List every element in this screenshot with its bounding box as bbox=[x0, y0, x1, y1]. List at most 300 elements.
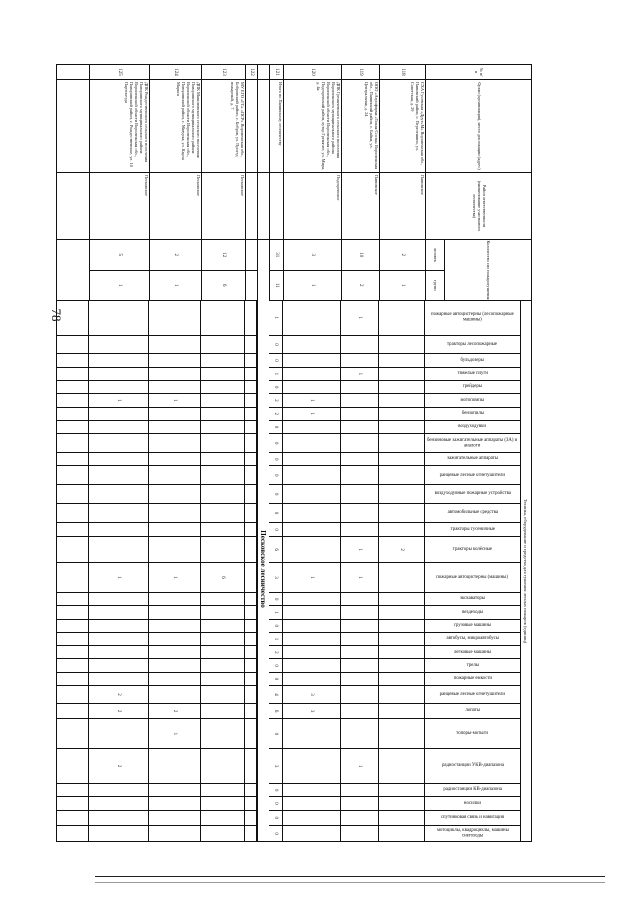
equipment-value: 1 bbox=[88, 563, 148, 592]
groups-value bbox=[246, 271, 257, 301]
equipment-value bbox=[200, 381, 244, 393]
equipment-value bbox=[282, 606, 340, 618]
people-value: 2 bbox=[150, 240, 201, 271]
equipment-value bbox=[282, 673, 340, 685]
equipment-header-label: спутниковая связь и навигация bbox=[440, 815, 505, 821]
equipment-value bbox=[200, 633, 244, 645]
equipment-value bbox=[88, 797, 148, 809]
equipment-header-label: тяжелые плуги bbox=[457, 371, 488, 377]
equipment-header-label: зажигательные аппараты bbox=[447, 456, 498, 462]
forces-cell bbox=[201, 240, 245, 300]
equipment-value: 0 bbox=[268, 826, 282, 841]
equipment-header bbox=[424, 354, 520, 366]
row-number: 120 bbox=[283, 65, 341, 79]
header-area: Район ответственности (наименование участкового лесничества) bbox=[425, 173, 531, 239]
equipment-header bbox=[424, 673, 520, 685]
equipment-value bbox=[340, 686, 378, 703]
org-cell: СХА Гусевская «Друг»М» Воронежская обл., Панинский район, с. Перелешино, ул. Советская, д. 29 bbox=[379, 80, 425, 172]
equipment-value bbox=[88, 368, 148, 380]
equipment-column bbox=[57, 826, 520, 841]
groups-value: 1 bbox=[310, 284, 316, 287]
equipment-header bbox=[424, 421, 520, 433]
equipment-header bbox=[424, 811, 520, 826]
equipment-value bbox=[244, 523, 256, 536]
equipment-header-label: бульдозеры bbox=[460, 357, 485, 363]
org-cell: ДПК Мамоновского сельского поселения Поворинского муниципального района Воронежской области Воронежская обл., Поворинский район, с. Мазурка, ул. Карла Маркса bbox=[149, 80, 201, 172]
equipment-value bbox=[148, 620, 200, 632]
equipment-value bbox=[148, 434, 200, 452]
equipment-value bbox=[244, 421, 256, 433]
equipment-header-label: тракторы колёсные bbox=[452, 546, 493, 552]
equipment-value bbox=[282, 593, 340, 605]
equipment-value: 1 bbox=[282, 394, 340, 406]
equipment-value: 1 bbox=[148, 563, 200, 592]
equipment-value bbox=[378, 784, 424, 796]
equipment-value bbox=[200, 620, 244, 632]
row-number: 119 bbox=[341, 65, 379, 79]
equipment-block bbox=[57, 301, 531, 841]
equipment-value bbox=[148, 381, 200, 393]
equipment-value: 1 bbox=[340, 537, 378, 562]
equipment-value bbox=[282, 434, 340, 452]
equipment-value: 1 bbox=[268, 633, 282, 645]
equipment-header-label: топоры-мотыги bbox=[456, 731, 489, 737]
equipment-value bbox=[244, 504, 256, 522]
area-column bbox=[57, 173, 531, 240]
equipment-value: 1 bbox=[268, 301, 282, 335]
equipment-value bbox=[244, 381, 256, 393]
equipment-value: 1 bbox=[340, 368, 378, 380]
equipment-value bbox=[88, 620, 148, 632]
equipment-value bbox=[378, 336, 424, 354]
equipment-header-label: бензопилы bbox=[461, 410, 484, 416]
org-cell: ДПК Гремяченского сельского поселения Воронежского муниципального района Воронежской области Воронежская обл., Подгоренский район, хутор Гремячее, ул. Мира, д. 4а bbox=[283, 80, 341, 172]
equipment-column bbox=[57, 593, 520, 606]
forces-cell bbox=[245, 240, 257, 300]
equipment-value bbox=[282, 504, 340, 522]
equipment-column bbox=[57, 811, 520, 827]
equipment-value bbox=[378, 453, 424, 465]
equipment-value bbox=[200, 523, 244, 536]
equipment-value bbox=[244, 336, 256, 354]
equipment-value bbox=[282, 537, 340, 562]
equipment-value bbox=[340, 408, 378, 420]
equipment-value bbox=[244, 673, 256, 685]
equipment-header-label: вездеходы bbox=[462, 609, 483, 615]
equipment-value bbox=[378, 504, 424, 522]
equipment-header-label: радиостанции УКВ-диапазона bbox=[441, 763, 504, 769]
equipment-value bbox=[200, 537, 244, 562]
equipment-value bbox=[200, 453, 244, 465]
equipment-value bbox=[200, 408, 244, 420]
equipment-value bbox=[282, 826, 340, 841]
equipment-header-label: пожарные емкости bbox=[453, 676, 492, 682]
equipment-value: 2 bbox=[88, 749, 148, 783]
equipment-value bbox=[340, 434, 378, 452]
equipment-value bbox=[340, 394, 378, 406]
equipment-value bbox=[244, 704, 256, 719]
equipment-value bbox=[378, 381, 424, 393]
header-org: Орган (организация), место дислокации (адрес) bbox=[425, 80, 531, 172]
equipment-value bbox=[200, 336, 244, 354]
forces-cell bbox=[149, 240, 201, 300]
equipment-value bbox=[88, 593, 148, 605]
equipment-header bbox=[424, 408, 520, 420]
equipment-header bbox=[424, 633, 520, 645]
equipment-value: 0 bbox=[268, 797, 282, 809]
area-cell: Песковское bbox=[201, 173, 245, 239]
equipment-title: Техника, оборудование и средства для тушения лесных пожаров (единиц) bbox=[520, 301, 531, 841]
equipment-header-label: автомобильные средства bbox=[447, 510, 498, 516]
equipment-value bbox=[340, 704, 378, 719]
equipment-value bbox=[378, 394, 424, 406]
equipment-value bbox=[340, 620, 378, 632]
equipment-value bbox=[244, 563, 256, 592]
org-cell: ДПК Рождественского сельского поселения Поворинского муниципального района Воронежской области Воронежская обл., Поворинский район, с. Рождественское, ул. 10 Партсъезда bbox=[89, 80, 149, 172]
equipment-value: 0 bbox=[268, 434, 282, 452]
section-spacer bbox=[257, 240, 269, 300]
forces-cell bbox=[283, 240, 341, 300]
section-spacer bbox=[257, 173, 269, 239]
equipment-value bbox=[378, 620, 424, 632]
equipment-value bbox=[88, 504, 148, 522]
equipment-value bbox=[282, 301, 340, 335]
equipment-value bbox=[282, 485, 340, 503]
equipment-header bbox=[424, 659, 520, 671]
equipment-value: 4 bbox=[268, 686, 282, 703]
equipment-value bbox=[282, 523, 340, 536]
equipment-value bbox=[244, 826, 256, 841]
equipment-value bbox=[200, 704, 244, 719]
equipment-value bbox=[88, 381, 148, 393]
equipment-column bbox=[57, 646, 520, 659]
equipment-value bbox=[282, 749, 340, 783]
equipment-value bbox=[244, 593, 256, 605]
equipment-value bbox=[200, 797, 244, 809]
row-number: 125 bbox=[89, 65, 149, 79]
equipment-value bbox=[148, 485, 200, 503]
groups-value: 1 bbox=[400, 284, 406, 287]
header-groups: групп bbox=[433, 279, 439, 291]
equipment-value bbox=[378, 368, 424, 380]
equipment-value bbox=[340, 421, 378, 433]
equipment-header-label: воздуходувные пожарные устройства bbox=[434, 491, 511, 497]
equipment-value bbox=[148, 336, 200, 354]
equipment-value bbox=[244, 485, 256, 503]
equipment-column bbox=[57, 336, 520, 355]
equipment-value bbox=[244, 749, 256, 783]
equipment-value bbox=[244, 408, 256, 420]
equipment-value bbox=[282, 784, 340, 796]
equipment-value bbox=[148, 466, 200, 484]
equipment-value bbox=[282, 368, 340, 380]
equipment-value bbox=[88, 466, 148, 484]
equipment-column bbox=[57, 606, 520, 619]
equipment-value bbox=[282, 336, 340, 354]
equipment-value bbox=[148, 633, 200, 645]
equipment-value bbox=[244, 719, 256, 748]
equipment-column bbox=[57, 633, 520, 646]
equipment-column bbox=[57, 421, 520, 434]
equipment-header bbox=[424, 704, 520, 719]
equipment-header bbox=[424, 686, 520, 703]
equipment-header-label: лопаты bbox=[465, 708, 480, 714]
section-spacer bbox=[257, 65, 269, 79]
equipment-value bbox=[200, 301, 244, 335]
equipment-column bbox=[57, 749, 520, 784]
equipment-value bbox=[88, 336, 148, 354]
equipment-value bbox=[200, 485, 244, 503]
equipment-column bbox=[57, 368, 520, 381]
equipment-value bbox=[200, 646, 244, 658]
equipment-header bbox=[424, 485, 520, 503]
equipment-value bbox=[200, 673, 244, 685]
equipment-value: 0 bbox=[268, 381, 282, 393]
equipment-value bbox=[148, 784, 200, 796]
equipment-value bbox=[200, 504, 244, 522]
equipment-value bbox=[244, 633, 256, 645]
equipment-value bbox=[88, 485, 148, 503]
equipment-column bbox=[57, 523, 520, 537]
equipment-value bbox=[378, 408, 424, 420]
equipment-value bbox=[340, 826, 378, 841]
equipment-value bbox=[200, 686, 244, 703]
equipment-value bbox=[148, 673, 200, 685]
equipment-value: 1 bbox=[148, 394, 200, 406]
equipment-value bbox=[282, 466, 340, 484]
equipment-header bbox=[424, 646, 520, 658]
equipment-value bbox=[200, 719, 244, 748]
groups-value: 2 bbox=[358, 284, 364, 287]
equipment-value bbox=[148, 659, 200, 671]
equipment-value bbox=[88, 434, 148, 452]
equipment-value: 1 bbox=[282, 563, 340, 592]
equipment-value bbox=[282, 811, 340, 826]
equipment-value: 2 bbox=[268, 394, 282, 406]
equipment-value: 3 bbox=[282, 704, 340, 719]
equipment-value: 6 bbox=[268, 537, 282, 562]
equipment-value bbox=[378, 704, 424, 719]
equipment-value: 0 bbox=[268, 485, 282, 503]
equipment-header bbox=[424, 504, 520, 522]
equipment-header bbox=[424, 301, 520, 335]
equipment-value bbox=[378, 593, 424, 605]
equipment-value bbox=[148, 421, 200, 433]
groups-value: 1 bbox=[117, 284, 123, 287]
equipment-header-label: грейдеры bbox=[462, 384, 483, 390]
equipment-value bbox=[340, 466, 378, 484]
equipment-header-label: трелы bbox=[466, 662, 479, 668]
equipment-value bbox=[340, 646, 378, 658]
equipment-value: 0 bbox=[268, 453, 282, 465]
equipment-grid bbox=[57, 301, 520, 841]
equipment-value bbox=[282, 659, 340, 671]
header-forces-sub bbox=[426, 240, 444, 300]
equipment-value bbox=[88, 719, 148, 748]
equipment-column bbox=[57, 301, 520, 336]
equipment-column bbox=[57, 673, 520, 686]
equipment-header-label: автобусы, микроавтобусы bbox=[446, 636, 499, 642]
equipment-value: 1 bbox=[282, 408, 340, 420]
row-number: 123 bbox=[201, 65, 245, 79]
equipment-value: 1 bbox=[148, 719, 200, 748]
org-cell: ООО «Агрофирма «Тихая Сосна» Воронежская обл., Панинский район, с. Байки, ул. Центральная, д. 24 bbox=[341, 80, 379, 172]
equipment-value: 0 bbox=[268, 504, 282, 522]
equipment-value bbox=[148, 354, 200, 366]
page-number: 78 bbox=[49, 308, 64, 322]
equipment-header bbox=[424, 784, 520, 796]
equipment-header bbox=[424, 826, 520, 841]
equipment-value bbox=[244, 453, 256, 465]
equipment-value bbox=[88, 537, 148, 562]
equipment-value bbox=[378, 673, 424, 685]
equipment-value bbox=[378, 301, 424, 335]
equipment-value bbox=[148, 301, 200, 335]
equipment-value bbox=[378, 421, 424, 433]
equipment-value bbox=[148, 606, 200, 618]
equipment-value bbox=[88, 354, 148, 366]
equipment-value bbox=[340, 633, 378, 645]
org-cell bbox=[245, 80, 257, 172]
equipment-value bbox=[340, 593, 378, 605]
org-cell: Итого по Панинскому лесничеству bbox=[269, 80, 283, 172]
equipment-column bbox=[57, 485, 520, 504]
equipment-value bbox=[200, 354, 244, 366]
equipment-value bbox=[148, 453, 200, 465]
forces-column bbox=[57, 240, 531, 301]
equipment-value bbox=[244, 686, 256, 703]
equipment-value bbox=[378, 686, 424, 703]
area-cell: Песковское bbox=[149, 173, 201, 239]
equipment-value: 2 bbox=[378, 537, 424, 562]
equipment-value bbox=[378, 354, 424, 366]
equipment-value bbox=[282, 719, 340, 748]
equipment-value bbox=[378, 563, 424, 592]
equipment-value bbox=[340, 719, 378, 748]
header-num: № п/п bbox=[425, 65, 531, 79]
equipment-header bbox=[424, 336, 520, 354]
groups-value: 11 bbox=[274, 282, 280, 288]
equipment-column bbox=[57, 659, 520, 672]
equipment-value bbox=[200, 749, 244, 783]
equipment-value: 6 bbox=[268, 704, 282, 719]
area-cell bbox=[269, 173, 283, 239]
equipment-value: 2 bbox=[88, 686, 148, 703]
header-people: человек bbox=[426, 240, 444, 271]
equipment-value bbox=[148, 826, 200, 841]
equipment-column bbox=[57, 537, 520, 563]
equipment-header bbox=[424, 797, 520, 809]
equipment-value: 1 bbox=[88, 394, 148, 406]
equipment-value: 2 bbox=[88, 704, 148, 719]
equipment-value bbox=[200, 811, 244, 826]
equipment-value: 1 bbox=[340, 563, 378, 592]
equipment-value: 1 bbox=[340, 749, 378, 783]
equipment-value bbox=[282, 381, 340, 393]
equipment-value: 0 bbox=[268, 336, 282, 354]
equipment-value bbox=[244, 811, 256, 826]
equipment-header-label: тракторы лесопожарные bbox=[447, 341, 498, 347]
equipment-header-label: воздуходувки bbox=[458, 424, 487, 430]
bottom-divider bbox=[95, 876, 605, 877]
equipment-value bbox=[244, 620, 256, 632]
equipment-value bbox=[244, 537, 256, 562]
equipment-column bbox=[57, 394, 520, 407]
equipment-value bbox=[282, 421, 340, 433]
equipment-value bbox=[88, 301, 148, 335]
equipment-column bbox=[57, 620, 520, 633]
equipment-value bbox=[378, 523, 424, 536]
equipment-value: 0 bbox=[268, 354, 282, 366]
people-value: 12 bbox=[202, 240, 245, 271]
people-value: 3 bbox=[284, 240, 341, 271]
equipment-value: 0 bbox=[268, 811, 282, 826]
equipment-value: 6 bbox=[200, 563, 244, 592]
equipment-column bbox=[57, 434, 520, 453]
equipment-value bbox=[148, 523, 200, 536]
equipment-column bbox=[57, 563, 520, 593]
equipment-header bbox=[424, 394, 520, 406]
equipment-value: 1 bbox=[340, 301, 378, 335]
equipment-value: 0 bbox=[268, 673, 282, 685]
equipment-column bbox=[57, 704, 520, 720]
equipment-value bbox=[340, 504, 378, 522]
equipment-column bbox=[57, 784, 520, 797]
equipment-value bbox=[378, 797, 424, 809]
equipment-value bbox=[340, 523, 378, 536]
equipment-column bbox=[57, 408, 520, 421]
row-number: 122 bbox=[245, 65, 257, 79]
equipment-value bbox=[378, 811, 424, 826]
equipment-header bbox=[424, 749, 520, 783]
groups-value: 1 bbox=[173, 284, 179, 287]
equipment-value bbox=[244, 466, 256, 484]
equipment-value bbox=[148, 368, 200, 380]
equipment-value bbox=[88, 408, 148, 420]
forces-cell bbox=[269, 240, 283, 300]
equipment-value: 0 bbox=[268, 466, 282, 484]
equipment-value: 0 bbox=[268, 421, 282, 433]
equipment-value bbox=[378, 485, 424, 503]
equipment-column bbox=[57, 381, 520, 394]
equipment-value bbox=[244, 354, 256, 366]
section-title: Песковское лесничество bbox=[257, 297, 269, 841]
org-column bbox=[57, 80, 531, 173]
equipment-header bbox=[424, 523, 520, 536]
equipment-value bbox=[340, 336, 378, 354]
groups-value: 6 bbox=[221, 284, 227, 287]
equipment-header-label: экскаваторы bbox=[459, 596, 486, 602]
equipment-value bbox=[244, 784, 256, 796]
equipment-header-label: мотопомпы bbox=[460, 397, 485, 403]
equipment-value bbox=[378, 826, 424, 841]
equipment-column bbox=[57, 354, 520, 367]
equipment-value bbox=[244, 797, 256, 809]
equipment-value bbox=[88, 784, 148, 796]
equipment-value bbox=[282, 646, 340, 658]
bottom-divider-light bbox=[95, 882, 605, 883]
equipment-value: 2 bbox=[268, 646, 282, 658]
equipment-value bbox=[340, 659, 378, 671]
equipment-value bbox=[244, 394, 256, 406]
equipment-header-label: радиостанции КВ-диапазона bbox=[443, 787, 502, 793]
equipment-value bbox=[200, 434, 244, 452]
equipment-value bbox=[148, 537, 200, 562]
equipment-value bbox=[88, 646, 148, 658]
equipment-value bbox=[200, 394, 244, 406]
equipment-value bbox=[340, 453, 378, 465]
equipment-value bbox=[148, 593, 200, 605]
